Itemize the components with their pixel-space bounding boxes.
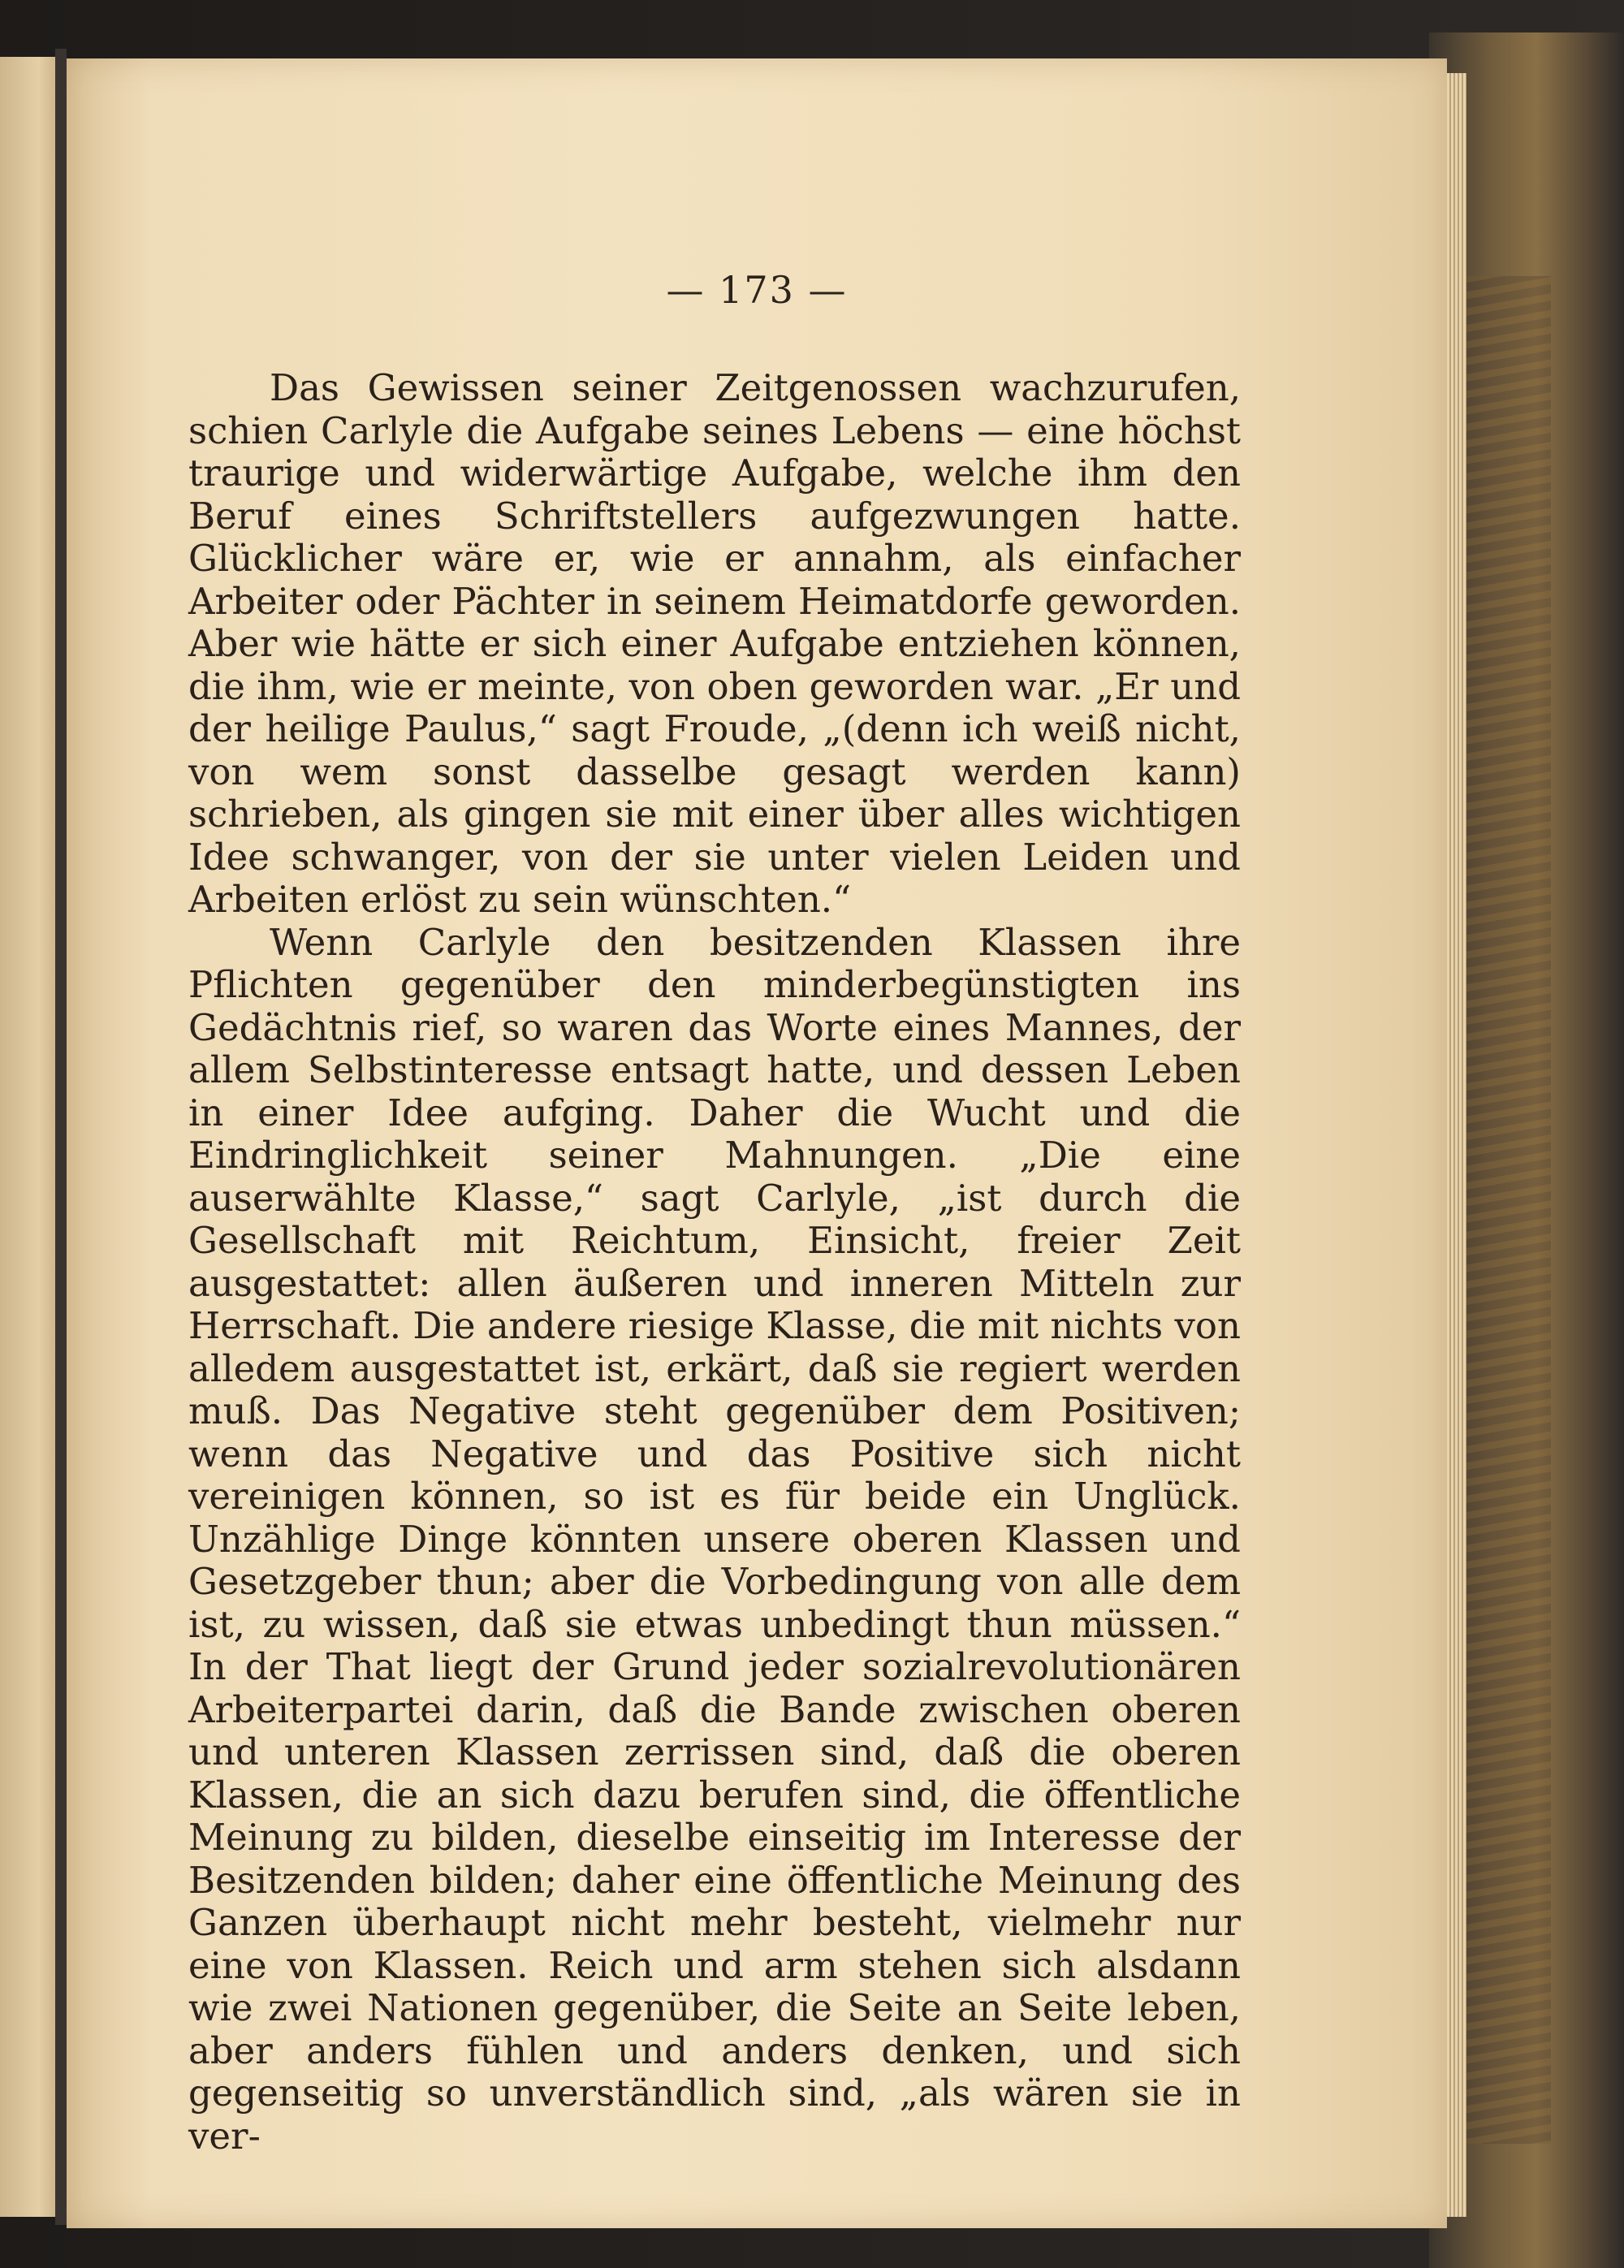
facing-page-edge [0,57,55,2217]
book-gutter [55,49,67,2225]
book-page [67,58,1447,2228]
paragraph: Wenn Carlyle den besitzenden Klassen ihre Pflichten gegenüber den minderbegünstigten ins Gedächtnis rief, so waren das Worte eines Mannes, der allem Selbstinteresse entsagt hatte, und dessen Leben in einer Idee aufging. Daher die Wucht und die Eindringlichkeit seiner Mahnungen. „Die eine auserwählte Klasse,“ sagt Carlyle, „ist durch die Gesellschaft mit Reichtum, Einsicht, freier Zeit ausgestattet: allen äußeren und inneren Mitteln zur Herrschaft. Die andere riesige Klasse, die mit nichts von alledem ausgestattet ist, erkärt, daß sie regiert werden muß. Das Negative steht gegenüber dem Positiven; wenn das Negative und das Positive sich nicht vereinigen können, so ist es für beide ein Unglück. Unzählige Dinge könnten unsere oberen Klassen und Gesetzgeber thun; aber die Vorbedingung von alle dem ist, zu wissen, daß sie etwas unbedingt thun müssen.“ In der That liegt der Grund jeder sozialrevolutionären Arbeiterpartei darin, daß die Bande zwischen oberen und unteren Klassen zerrissen sind, daß die oberen Klassen, die an sich dazu berufen sind, die öffentliche Meinung zu bilden, dieselbe einseitig im Interesse der Besitzenden bilden; daher eine öffentliche Meinung des Ganzen überhaupt nicht mehr besteht, vielmehr nur eine von Klassen. Reich und arm stehen sich alsdann wie zwei Nationen gegenüber, die Seite an Seite leben, aber anders fühlen und anders denken, und sich gegenseitig so unverständlich sind, „als wären sie in ver- [188,920,1241,2158]
page-stack-edges [1447,73,1466,2217]
paragraph: Das Gewissen seiner Zeitgenossen wachzurufen, schien Carlyle die Aufgabe seines Lebens — eine höchst traurige und widerwärtige Aufgabe, welche ihm den Beruf eines Schriftstellers aufgezwungen hatte. Glücklicher wäre er, wie er annahm, als einfacher Arbeiter oder Pächter in seinem Heimatdorfe geworden. Aber wie hätte er sich einer Aufgabe entziehen können, die ihm, wie er meinte, von oben geworden war. „Er und der heilige Paulus,“ sagt Froude, „(denn ich weiß nicht, von wem sonst dasselbe gesagt werden kann) schrieben, als gingen sie mit einer über alles wichtigen Idee schwanger, von der sie unter vielen Leiden und Arbeiten erlöst zu sein wünschten.“ [188,366,1241,921]
page-number: — 173 — [666,268,848,312]
page-body [188,367,1241,2158]
